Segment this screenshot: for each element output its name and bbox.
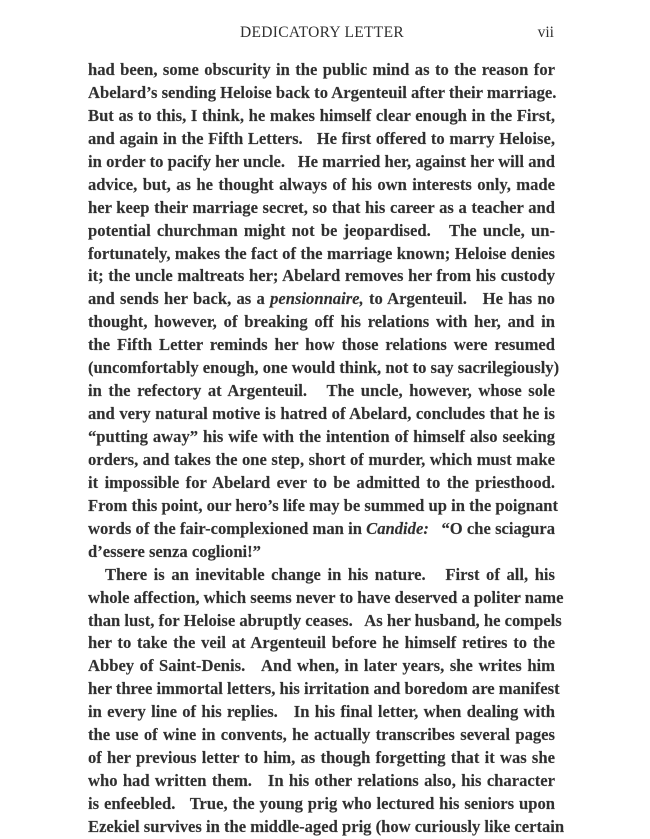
text-line: than lust, for Heloise abruptly ceases. As her husband, he compels	[88, 610, 562, 630]
text-line: her three immortal letters, his irritation and boredom are manifest	[88, 679, 560, 699]
text-line: the use of wine in convents, he actually transcribes several pages	[88, 725, 555, 745]
body-text	[88, 59, 565, 839]
text-line: whole affection, which seems never to have deserved a politer name	[88, 587, 564, 607]
text-line: is enfeebled. True, the young prig who lectured his seniors upon	[88, 794, 555, 813]
text-line: it impossible for Abelard ever to be admitted to the priesthood.	[88, 472, 555, 492]
italic-term: Candide:	[366, 518, 429, 538]
text-line: d’essere senza coglioni!”	[88, 541, 261, 561]
text-line: fortunately, makes the fact of the marriage known; Heloise denies	[88, 243, 555, 263]
text-line	[88, 288, 555, 311]
text-line: advice, but, as he thought always of his own interests only, made	[88, 174, 555, 194]
running-title: DEDICATORY LETTER	[240, 24, 404, 41]
text-line: of her previous letter to him, as though forgetting that it was she	[88, 748, 555, 768]
italic-term: pensionnaire,	[270, 289, 364, 309]
text-line: thought, however, of breaking off his relations with her, and in	[88, 312, 555, 332]
text-line: in every line of his replies. In his final letter, when dealing with	[88, 702, 555, 722]
text-segment: words of the fair-complexioned man in	[88, 518, 367, 538]
text-line: had been, some obscurity in the public mind as to the reason for	[88, 60, 555, 79]
text-line: orders, and takes the one step, short of murder, which must make	[88, 449, 555, 469]
text-line: who had written them. In his other relations also, his character	[88, 771, 555, 791]
text-line: the Fifth Letter reminds her how those relations were resumed	[88, 335, 555, 355]
text-line: her keep their marriage secret, so that his career as a teacher and	[88, 197, 555, 217]
text-line: in the refectory at Argenteuil. The uncle, however, whose sole	[88, 381, 555, 401]
text-line: Abbey of Saint-Denis. And when, in later years, she writes him	[88, 656, 555, 676]
text-line: (uncomfortably enough, one would think, not to say sacrilegiously)	[88, 358, 560, 378]
text-line: her to take the veil at Argenteuil before he himself retires to the	[88, 633, 555, 653]
text-line: and very natural motive is hatred of Abelard, concludes that he is	[88, 404, 555, 424]
text-line: Ezekiel survives in the middle-aged prig (how curiously like certain	[88, 816, 565, 836]
text-line: it; the uncle maltreats her; Abelard removes her from his custody	[88, 266, 555, 286]
text-line: But as to this, I think, he makes himself clear enough in the First,	[88, 105, 555, 125]
text-line: and again in the Fifth Letters. He first offered to marry Heloise,	[88, 128, 555, 148]
text-line: From this point, our hero’s life may be summed up in the poignant	[88, 495, 559, 515]
running-head	[88, 24, 556, 46]
text-segment: and sends her back, as a	[88, 289, 271, 309]
text-line: “putting away” his wife with the intention of himself also seeking	[88, 427, 555, 446]
paragraph-first-line: There is an inevitable change in his nature. First of all, his	[105, 564, 555, 584]
text-line: potential churchman might not be jeopardised. The uncle, un-	[88, 220, 555, 240]
text-segment: “O che sciagura	[428, 518, 555, 538]
text-line	[88, 518, 555, 541]
page-number: vii	[537, 24, 554, 41]
text-segment: to Argenteuil. He has no	[363, 289, 555, 309]
text-line: in order to pacify her uncle. He married her, against her will and	[88, 151, 555, 171]
text-line: Abelard’s sending Heloise back to Argenteuil after their marriage.	[88, 82, 557, 102]
